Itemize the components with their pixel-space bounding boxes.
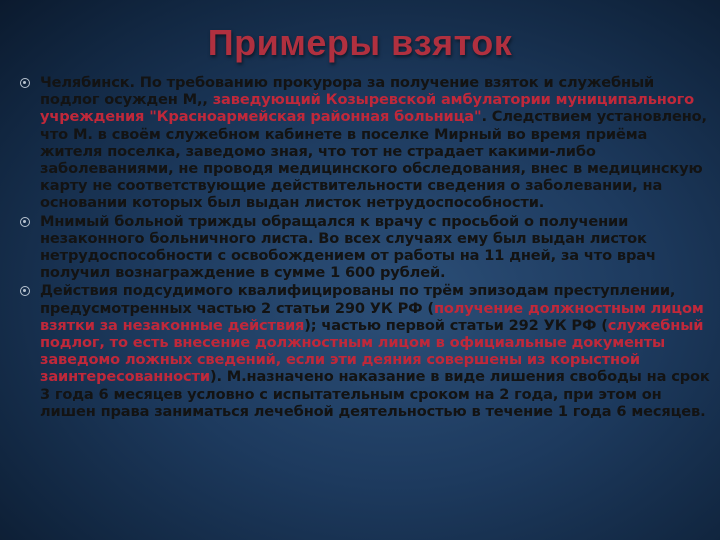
text-segment: . Следствием установлено, что М. в своём служебном кабинете в поселке Мирный во время приёма жителя поселка, заведомо зная, что тот не страдает какими-либо заболеваниями, не проводя медицинского обследования, внес в медицинскую карту не соответствующие действительности сведения о заболевании, на основании которых был выдан листок нетрудоспособности.	[40, 108, 707, 212]
bullet-item	[18, 282, 714, 420]
bullet-item	[18, 74, 714, 212]
text-segment: Мнимый больной трижды обращался к врачу с просьбой о получении незаконного больничного листа. Во всех случаях ему был выдан листок нетрудоспособности с освобождением от работы на 11 дней, за что врач получил вознаграждение в сумме 1 600 рублей.	[40, 212, 656, 282]
text-segment: ); частью первой статьи 292 УК РФ (	[304, 316, 608, 334]
text-segment: Действия подсудимого квалифицированы по трём эпизодам преступлении, предусмотренных частью 2 статьи 290 УК РФ (	[40, 282, 676, 317]
text-segment: ). М.назначено наказание в виде лишения свободы на срок 3 года 6 месяцев условно с испытательным сроком на 2 года, при этом он лишен права заниматься лечебной деятельностью в течение 1 года 6 месяцев.	[40, 368, 710, 420]
circle-bullet-icon	[20, 78, 30, 88]
circle-bullet-icon	[20, 286, 30, 296]
circle-bullet-icon	[20, 217, 30, 227]
bullet-item	[18, 213, 714, 282]
slide-body	[18, 74, 714, 421]
text-segment: Челябинск. По требованию прокурора за получение взяток и служебный подлог осужден М,,	[40, 74, 655, 109]
highlighted-text-segment: получение должностным лицом взятки за незаконные действия	[40, 299, 704, 334]
highlighted-text-segment: служебный подлог, то есть внесение должностным лицом в официальные документы заведомо ложных сведений, если эти деяния совершены из корыстной заинтересованности	[40, 316, 704, 386]
highlighted-text-segment: заведующий Козыревской амбулатории муниципального учреждения "Красноармейская районная больница"	[40, 91, 694, 126]
slide-title: Примеры взяток	[207, 22, 513, 63]
